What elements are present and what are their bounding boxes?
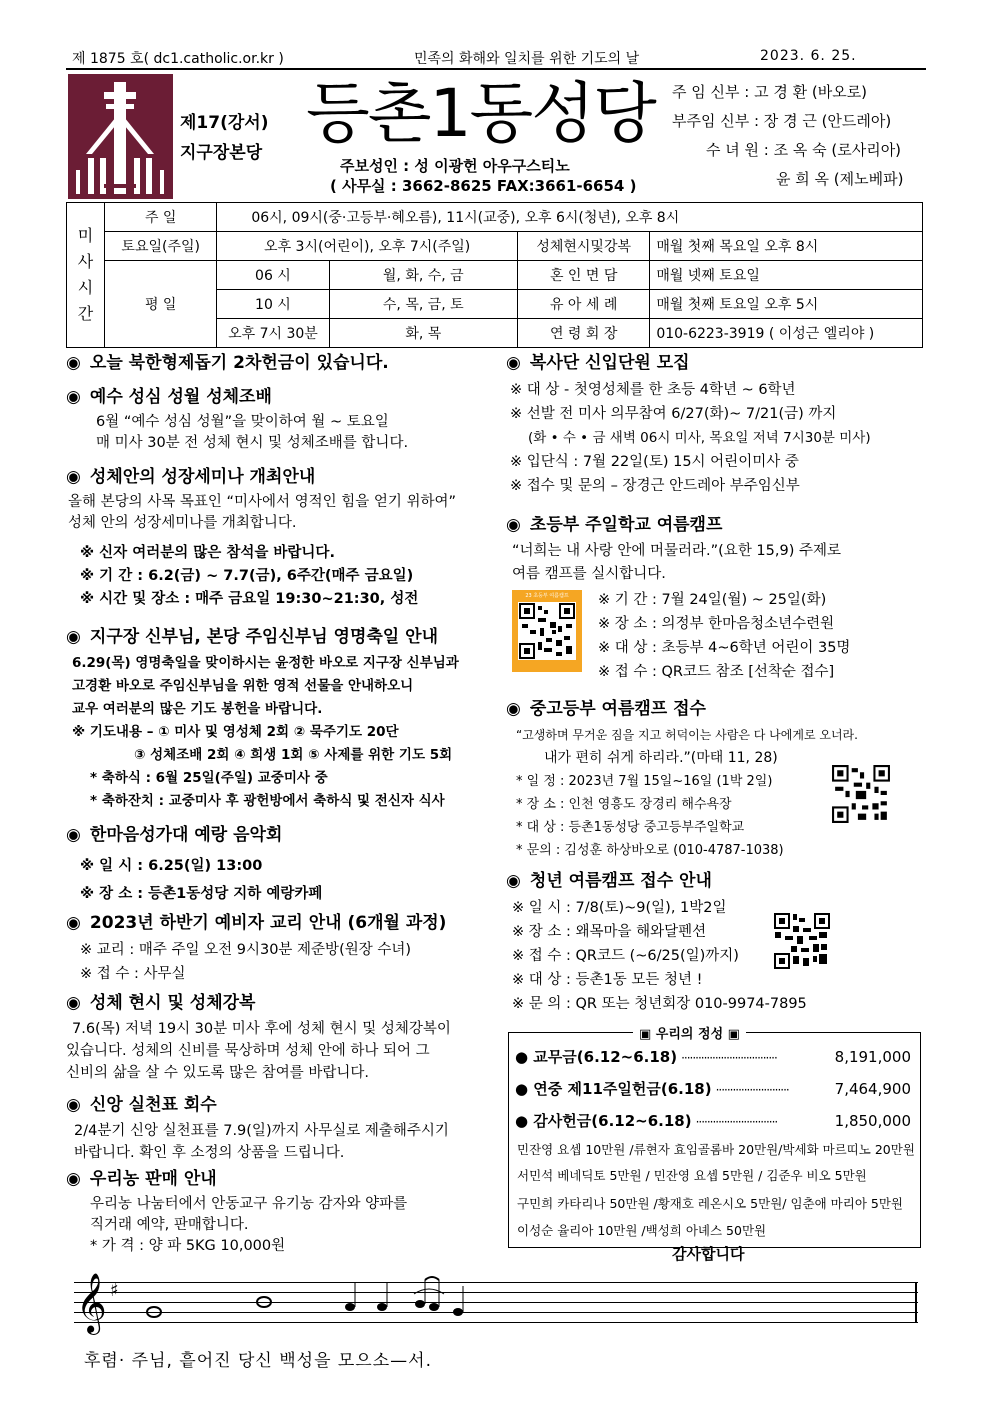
note-icon — [429, 1303, 439, 1311]
bullet-icon: ◉ — [66, 467, 81, 487]
patron-saint: 주보성인 : 성 이광헌 아우구스티노 — [340, 157, 570, 175]
section-youth-camp — [506, 698, 706, 720]
body-line: 성체 안의 성장세미나를 개최합니다. — [68, 515, 297, 531]
info-value: 010-6223-3919 ( 이성근 엘리야 ) — [650, 319, 923, 348]
offering-row — [515, 1107, 915, 1136]
offering-amount: 8,191,000 — [834, 1048, 911, 1066]
bullet-icon: ◉ — [506, 699, 521, 719]
body-line: 2/4분기 신앙 실천표를 7.9(일)까지 사무실로 제출해주시기 — [74, 1123, 449, 1139]
bullet-icon: ◉ — [66, 993, 81, 1013]
bullet-icon: ◉ — [506, 871, 521, 891]
offering-label: ● 연중 제11주일헌금(6.18) — [515, 1080, 712, 1098]
bullet-icon: ◉ — [66, 387, 81, 407]
theme-text: 민족의 화해와 일치를 위한 기도의 날 — [414, 51, 640, 67]
church-logo — [68, 74, 173, 199]
donor-line: 민잔영 요셉 10만원 /류현자 효임골롬바 20만원/박세화 마르띠노 20만원 — [517, 1142, 915, 1157]
body-line: ※ 장 소 : 왜목마을 해와달펜션 — [512, 924, 707, 940]
body-line: * 문의 : 김성훈 하상바오로 (010-4787-1038) — [516, 843, 784, 858]
section-feast-day — [66, 626, 438, 648]
body-line: ※ 접수 및 문의 – 장경근 안드레아 부주임신부 — [510, 478, 800, 494]
clergy-sister2: 윤 희 옥 (제노베파) — [776, 170, 904, 188]
body-line: ※ 접 수 : 사무실 — [80, 966, 186, 982]
leader-dots: ····························· — [695, 1115, 778, 1129]
section-body — [80, 852, 322, 908]
body-line: 내가 편히 쉬게 하리라.”(마태 11, 28) — [544, 750, 778, 766]
section-body — [90, 1194, 407, 1257]
note-icon — [345, 1303, 355, 1311]
notice-title: 오늘 북한형제돕기 2차헌금이 있습니다. — [89, 353, 389, 373]
section-title: 한마음성가대 예랑 음악회 — [89, 825, 283, 845]
section-catechumen — [66, 912, 446, 934]
offering-row — [515, 1043, 915, 1072]
body-line: 바랍니다. 확인 후 소정의 상품을 드립니다. — [74, 1145, 345, 1161]
body-line: 올해 본당의 사목 목표인 “미사에서 영적인 힘을 얻기 위하여” — [68, 494, 457, 510]
offering-label: ● 감사헌금(6.12~6.18) — [515, 1112, 692, 1130]
section-body — [80, 938, 411, 986]
bullet-icon: ◉ — [506, 353, 521, 373]
section-woorinong — [66, 1168, 217, 1190]
detail-line: ※ 기 간 : 6.2(금) ~ 7.7(금), 6주간(매주 금요일) — [80, 568, 414, 584]
elementary-camp-qr[interactable] — [512, 590, 582, 672]
weekday-days: 수, 목, 금, 토 — [329, 290, 517, 319]
leader-dots: ·································· — [681, 1051, 777, 1065]
body-line: 신비의 삶을 살 수 있도록 많은 참여를 바랍니다. — [66, 1065, 370, 1081]
clergy-sister: 수 녀 원 : 조 옥 숙 (로사리아) — [706, 141, 902, 159]
saturday-times: 오후 3시(어린이), 오후 7시(주일) — [217, 232, 518, 261]
body-line: (화 • 수 • 금 새벽 06시 미사, 목요일 저녁 7시30분 미사) — [528, 430, 871, 446]
body-line: 직거래 예약, 판매합니다. — [90, 1217, 249, 1233]
clergy-pastor: 주 임 신부 : 고 경 환 (바오로) — [672, 83, 868, 101]
leader-dots: ·························· — [715, 1083, 789, 1097]
offering-label: ● 교무금(6.12~6.18) — [515, 1048, 678, 1066]
detail-line: ※ 장 소 : 의정부 한마음청소년수련원 — [598, 616, 835, 632]
qr-caption: 23 초등부 여름캠프 — [525, 593, 569, 599]
qr-code-icon — [518, 602, 576, 660]
bullet-icon: ◉ — [506, 515, 521, 535]
section-title: 성체안의 성장세미나 개최안내 — [89, 467, 316, 487]
section-elementary-camp — [506, 514, 722, 536]
body-line: * 대 상 : 등촌1동성당 중고등부주일학교 — [516, 820, 745, 835]
section-title: 복사단 신입단원 모집 — [529, 353, 690, 373]
young-adult-camp-qr-icon[interactable] — [772, 912, 832, 970]
note-icon — [377, 1303, 387, 1311]
body-line: ※ 교리 : 매주 주일 오전 9시30분 제준방(원장 수녀) — [80, 942, 412, 958]
section-body — [516, 724, 858, 862]
treble-clef-icon: 𝄞 — [76, 1273, 107, 1333]
section-body — [74, 1120, 449, 1164]
section-body — [96, 412, 408, 454]
bullet-icon: ◉ — [66, 627, 81, 647]
hymn-lyric: 후렴· 주님, 흩어진 당신 백성을 모으소—서. — [84, 1351, 432, 1371]
section-title: 우리농 판매 안내 — [89, 1169, 217, 1189]
section-body — [510, 378, 871, 498]
melody-notes — [74, 1268, 918, 1338]
adoration-time: 매월 첫째 목요일 오후 8시 — [650, 232, 923, 261]
section-body — [72, 652, 459, 813]
weekday-time: 06 시 — [217, 261, 329, 290]
section-title: 지구장 신부님, 본당 주임신부님 영명축일 안내 — [89, 627, 438, 647]
offering-amount: 7,464,900 — [834, 1080, 911, 1098]
notice-north-korea-collection — [66, 352, 389, 374]
body-line: * 일 정 : 2023년 7월 15일~16일 (1박 2일) — [516, 774, 773, 789]
section-body — [66, 1018, 451, 1084]
body-line: ※ 기도내용 – ① 미사 및 영성체 2회 ② 묵주기도 20단 — [72, 724, 399, 740]
detail-line: ※ 기 간 : 7월 24일(월) ~ 25일(화) — [598, 592, 827, 608]
body-line: ※ 일 시 : 7/8(토)~9(일), 1박2일 — [512, 900, 727, 916]
body-line: 6.29(목) 영명축일을 맞이하시는 윤정한 바오로 지구장 신부님과 — [72, 655, 459, 671]
body-line: ※ 입단식 : 7월 22일(토) 15시 어린이미사 중 — [510, 454, 799, 470]
music-staff — [74, 1273, 918, 1333]
district-line2: 지구장본당 — [180, 143, 263, 163]
mass-label: 미사시간 — [67, 203, 105, 348]
body-line: ※ 접 수 : QR코드 (~6/25(일)까지) — [512, 948, 739, 964]
body-line: 교우 여러분의 많은 기도 봉헌을 바랍니다. — [72, 701, 323, 717]
sunday-label: 주 일 — [105, 203, 217, 232]
adoration-label: 성체현시및강복 — [518, 232, 650, 261]
note-icon — [415, 1300, 425, 1308]
body-line: ※ 선발 전 미사 의무참여 6/27(화)~ 7/21(금) 까지 — [510, 406, 837, 422]
parish-title: 등촌1동성당 — [306, 75, 655, 152]
body-line: ※ 대 상 - 첫영성체를 한 초등 4학년 ~ 6학년 — [510, 382, 796, 398]
bullet-icon: ◉ — [66, 913, 81, 933]
body-line: 우리농 나눔터에서 안동교구 유기농 감자와 양파를 — [90, 1196, 408, 1212]
camp-details — [598, 588, 850, 684]
section-seminar — [66, 466, 315, 488]
body-line: “너희는 내 사랑 안에 머물러라.”(요한 15,9) 주제로 — [512, 543, 842, 559]
section-title: 신앙 실천표 회수 — [89, 1095, 217, 1115]
saturday-label: 토요일(주일) — [105, 232, 217, 261]
weekday-time: 오후 7시 30분 — [217, 319, 329, 348]
bullet-icon: ◉ — [66, 1095, 81, 1115]
section-concert — [66, 824, 282, 846]
bullet-icon: ◉ — [66, 1169, 81, 1189]
body-line: * 축하식 : 6월 25일(주일) 교중미사 중 — [90, 770, 328, 786]
donor-line: 서민석 베네딕토 5만원 / 민잔영 요셉 5만원 / 김준우 비오 5만원 — [517, 1168, 867, 1183]
sharp-icon: ♯ — [110, 1280, 119, 1301]
thanks-text: 감사합니다 — [672, 1245, 745, 1263]
section-title: 2023년 하반기 예비자 교리 안내 (6개월 과정) — [89, 913, 447, 933]
section-body — [68, 492, 456, 534]
body-line: 여름 캠프를 실시합니다. — [512, 566, 666, 582]
body-line: 6월 “예수 성심 성월”을 맞이하여 월 ~ 토요일 — [96, 414, 389, 430]
body-line: 있습니다. 성체의 신비를 묵상하며 성체 안에 하나 되어 그 — [66, 1043, 430, 1059]
info-label: 혼 인 면 담 — [518, 261, 650, 290]
detail-line: ※ 시간 및 장소 : 매주 금요일 19:30~21:30, 성전 — [80, 591, 419, 607]
offering-amount: 1,850,000 — [834, 1112, 911, 1130]
youth-camp-qr-icon[interactable] — [830, 764, 892, 824]
offering-box — [508, 1027, 921, 1248]
info-label: 유 아 세 례 — [518, 290, 650, 319]
issue-number: 제 1875 호( dc1.catholic.or.kr ) — [72, 51, 284, 67]
mass-schedule-table — [66, 202, 923, 348]
info-label: 연 령 회 장 — [518, 319, 650, 348]
section-sacred-heart — [66, 386, 272, 408]
body-line: “고생하며 무거운 짐을 지고 허덕이는 사람은 다 나에게로 오너라. — [516, 728, 858, 742]
section-title: 청년 여름캠프 접수 안내 — [529, 871, 712, 891]
section-title: 중고등부 여름캠프 접수 — [529, 699, 706, 719]
body-line: * 가 격 : 양 파 5KG 10,000원 — [90, 1238, 286, 1254]
clergy-list — [672, 78, 932, 194]
body-line: ③ 성체조배 2회 ④ 희생 1회 ⑤ 사제를 위한 기도 5회 — [134, 747, 453, 763]
body-line: ※ 문 의 : QR 또는 청년회장 010-9974-7895 — [512, 996, 807, 1012]
info-value: 매월 첫째 토요일 오후 5시 — [650, 290, 923, 319]
body-line: 매 미사 30분 전 성체 현시 및 성체조배를 합니다. — [96, 435, 409, 451]
weekday-label: 평 일 — [105, 261, 217, 348]
patron-info — [330, 156, 637, 196]
bullet-icon: ◉ — [66, 825, 81, 845]
office-contact: ( 사무실 : 3662-8625 FAX:3661-6654 ) — [330, 177, 637, 195]
body-line: ※ 대 상 : 등촌1동 모든 청년 ! — [512, 972, 703, 988]
section-body — [512, 896, 807, 1016]
offering-title: ▣ 우리의 정성 ▣ — [633, 1023, 746, 1042]
issue-date: 2023. 6. 25. — [760, 48, 857, 64]
section-faith-practice — [66, 1094, 217, 1116]
body-line: ※ 장 소 : 등촌1동성당 지하 예랑카페 — [80, 886, 323, 902]
detail-line: ※ 접 수 : QR코드 참조 [선착순 접수] — [598, 664, 835, 680]
district-label — [180, 108, 300, 168]
sunday-times: 06시, 09시(중·고등부·혜오름), 11시(교중), 오후 6시(청년), 오후 8시 — [217, 203, 923, 232]
note-icon — [453, 1308, 463, 1316]
section-young-adult-camp — [506, 870, 712, 892]
body-line: 고경환 바오로 주임신부님을 위한 영적 선물을 안내하오니 — [72, 678, 414, 694]
body-line: ※ 일 시 : 6.25(일) 13:00 — [80, 858, 263, 874]
detail-line: ※ 대 상 : 초등부 4~6학년 어린이 35명 — [598, 640, 851, 656]
section-title: 초등부 주일학교 여름캠프 — [529, 515, 723, 535]
info-value: 매월 넷째 토요일 — [650, 261, 923, 290]
section-details — [80, 542, 418, 611]
bullet-icon: ◉ — [66, 353, 81, 373]
section-body — [512, 540, 841, 586]
donor-line: 구민희 카타리나 50만원 /황재호 레온시오 5만원/ 임춘애 마리아 5만원 — [517, 1196, 903, 1211]
weekday-days: 월, 화, 수, 금 — [329, 261, 517, 290]
note-icon — [257, 1297, 271, 1307]
weekday-time: 10 시 — [217, 290, 329, 319]
section-altar-servers — [506, 352, 690, 374]
header-bar — [66, 44, 926, 70]
section-adoration — [66, 992, 255, 1014]
offering-row — [515, 1075, 915, 1104]
clergy-assistant: 부주임 신부 : 장 경 근 (안드레아) — [672, 112, 892, 130]
detail-line: ※ 신자 여러분의 많은 참석을 바랍니다. — [80, 545, 335, 561]
body-line: * 장 소 : 인천 영흥도 장경리 해수욕장 — [516, 797, 732, 812]
note-icon — [147, 1307, 161, 1317]
body-line: * 축하잔치 : 교중미사 후 광헌방에서 축하식 및 전신자 식사 — [90, 793, 445, 809]
section-title: 성체 현시 및 성체강복 — [89, 993, 256, 1013]
donor-line: 이성순 율리아 10만원 /백성희 아녜스 50만원 — [517, 1223, 767, 1238]
body-line: 7.6(목) 저녁 19시 30분 미사 후에 성체 현시 및 성체강복이 — [72, 1021, 451, 1037]
weekday-days: 화, 목 — [329, 319, 517, 348]
section-title: 예수 성심 성월 성체조배 — [89, 387, 272, 407]
district-line1: 제17(강서) — [180, 113, 269, 133]
